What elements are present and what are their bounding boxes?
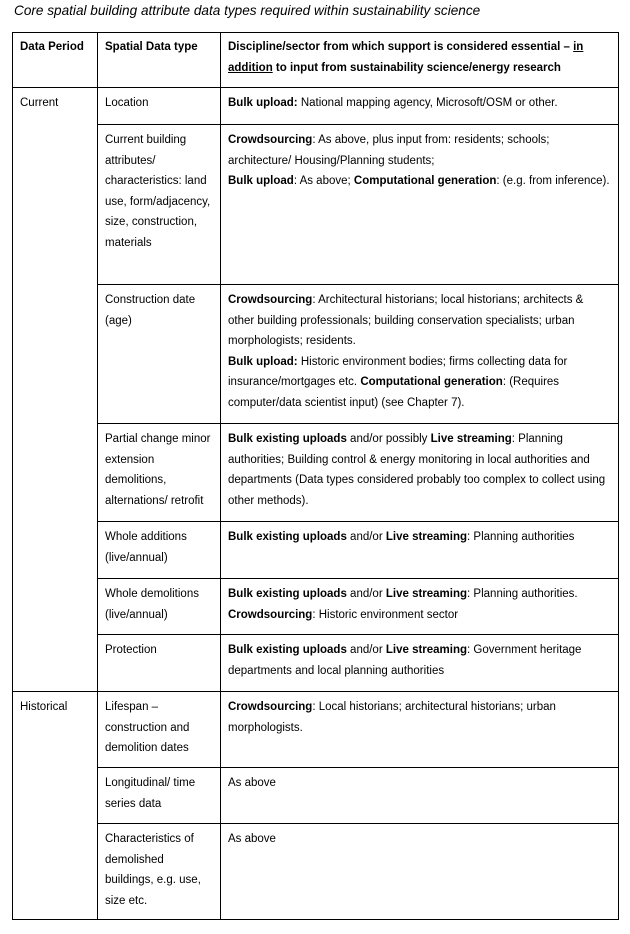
data-type-cell: Construction date (age) bbox=[98, 285, 221, 424]
discipline-text: : Historic environment sector bbox=[312, 608, 459, 621]
period-historical: Historical bbox=[13, 692, 98, 920]
table-row bbox=[13, 522, 619, 579]
bold-method-label: Bulk upload bbox=[228, 175, 294, 188]
data-type-cell: Longitudinal/ time series data bbox=[98, 768, 221, 824]
data-type-cell: Whole demolitions (live/annual) bbox=[98, 579, 221, 635]
discipline-cell bbox=[221, 88, 619, 125]
bold-method-label: Live streaming bbox=[385, 644, 468, 656]
discipline-cell bbox=[221, 768, 619, 824]
table-row bbox=[13, 824, 619, 920]
header-spatial-data-type: Spatial Data type bbox=[98, 33, 221, 88]
discipline-text: : (Requires computer/data scientist input) (see Chapter 7). bbox=[228, 376, 560, 409]
discipline-text: : Architectural historians; local historians; architects & other building professionals; building conservation specialists; urban morphologists; residents. bbox=[228, 294, 584, 348]
table-row bbox=[13, 579, 619, 635]
data-type-cell: Lifespan – construction and demolition dates bbox=[98, 692, 221, 768]
discipline-text: : Local historians; architectural historians; urban morphologists. bbox=[228, 701, 556, 734]
bold-method-label: Live streaming bbox=[430, 433, 512, 445]
discipline-cell bbox=[221, 824, 619, 920]
discipline-cell bbox=[221, 424, 619, 522]
data-type-cell: Location bbox=[98, 88, 221, 125]
discipline-text: : As above; bbox=[293, 175, 354, 188]
discipline-text: and/or bbox=[346, 644, 386, 656]
bold-method-label: Live streaming bbox=[385, 588, 468, 600]
bold-method-label: Bulk upload: bbox=[228, 355, 298, 368]
header-data-period: Data Period bbox=[13, 33, 98, 88]
bold-method-label: Bulk existing uploads bbox=[228, 433, 347, 445]
data-type-cell: Protection bbox=[98, 635, 221, 692]
discipline-cell bbox=[221, 285, 619, 424]
discipline-cell bbox=[221, 125, 619, 285]
bold-method-label: Computational generation bbox=[360, 376, 503, 389]
discipline-text: Historic environment bodies; firms collecting data for insurance/mortgages etc. bbox=[228, 355, 568, 389]
bold-method-label: Computational generation bbox=[353, 175, 497, 188]
table-row bbox=[13, 125, 619, 285]
discipline-cell bbox=[221, 522, 619, 579]
bold-method-label: Crowdsourcing bbox=[228, 134, 313, 146]
discipline-text: : Planning authorities; Building control & energy monitoring in local authorities and departments (Data types considered probably too complex to collect using other methods). bbox=[228, 433, 606, 507]
discipline-text: : Planning authorities bbox=[467, 531, 575, 543]
bold-method-label: Bulk existing uploads bbox=[228, 531, 347, 543]
period-current: Current bbox=[13, 88, 98, 692]
discipline-text: : (e.g. from inference). bbox=[496, 175, 610, 188]
discipline-text: As above bbox=[228, 833, 276, 845]
discipline-text: and/or bbox=[346, 588, 386, 600]
table-caption: Core spatial building attribute data types required within sustainability science bbox=[14, 3, 481, 18]
table-row bbox=[13, 768, 619, 824]
table-row bbox=[13, 635, 619, 692]
attribute-table bbox=[12, 32, 619, 920]
discipline-cell bbox=[221, 579, 619, 635]
discipline-text: and/or bbox=[346, 531, 386, 543]
table-row bbox=[13, 692, 619, 768]
header-discipline-post: to input from sustainability science/energy research bbox=[272, 61, 561, 74]
data-type-cell: Current building attributes/ characteristics: land use, form/adjacency, size, construction, materials bbox=[98, 125, 221, 285]
discipline-text: and/or possibly bbox=[346, 433, 431, 445]
table-row bbox=[13, 88, 619, 125]
bold-method-label: Crowdsourcing bbox=[228, 701, 313, 713]
data-type-cell: Characteristics of demolished buildings, e.g. use, size etc. bbox=[98, 824, 221, 920]
bold-method-label: Bulk upload: bbox=[228, 97, 298, 109]
discipline-text: : As above, plus input from: residents; schools; architecture/ Housing/Planning students; bbox=[228, 134, 550, 167]
table-row bbox=[13, 285, 619, 424]
header-discipline-underline: in addition bbox=[228, 41, 584, 74]
header-discipline-pre: Discipline/sector from which support is considered essential – bbox=[228, 41, 574, 53]
discipline-text: National mapping agency, Microsoft/OSM or other. bbox=[297, 97, 558, 109]
data-type-cell: Partial change minor extension demolitions, alternations/ retrofit bbox=[98, 424, 221, 522]
bold-method-label: Crowdsourcing bbox=[228, 294, 313, 306]
discipline-text: : Government heritage departments and local planning authorities bbox=[228, 644, 582, 677]
bold-method-label: Crowdsourcing bbox=[228, 608, 313, 621]
table-row bbox=[13, 424, 619, 522]
header-discipline bbox=[221, 33, 619, 88]
bold-method-label: Bulk existing uploads bbox=[228, 644, 347, 656]
discipline-text: : Planning authorities. bbox=[467, 588, 578, 600]
bold-method-label: Live streaming bbox=[385, 531, 468, 543]
data-type-cell: Whole additions (live/annual) bbox=[98, 522, 221, 579]
discipline-cell bbox=[221, 635, 619, 692]
bold-method-label: Bulk existing uploads bbox=[228, 588, 347, 600]
discipline-cell bbox=[221, 692, 619, 768]
discipline-text: As above bbox=[228, 777, 276, 789]
header-row bbox=[13, 33, 619, 88]
